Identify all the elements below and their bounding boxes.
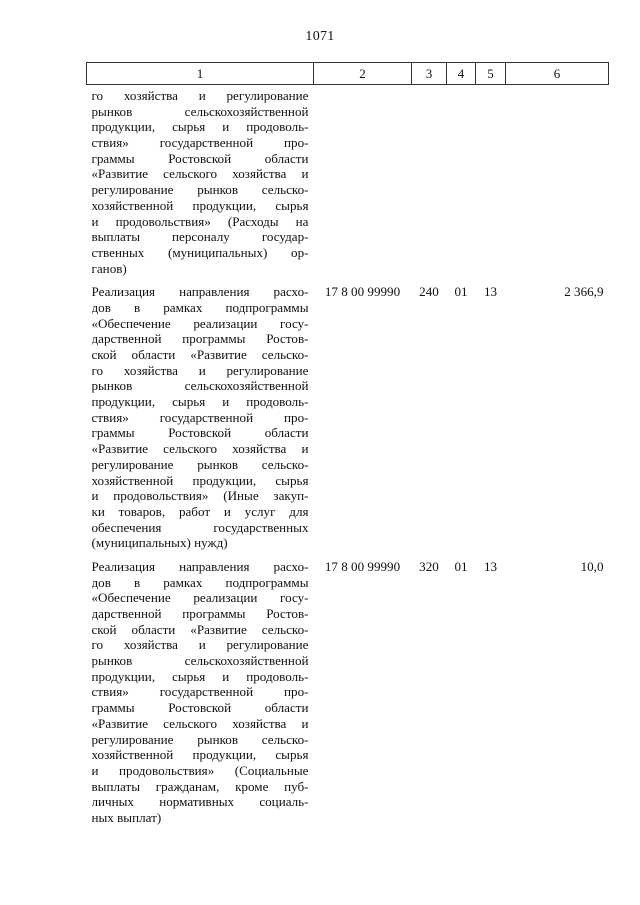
description-line: рынков сельскохозяйственной — [91, 653, 309, 669]
description-line: (муниципальных) нужд) — [91, 535, 228, 551]
description-line: ственных (муниципальных) ор- — [91, 244, 309, 260]
description-line: го хозяйства и регулирование — [91, 637, 309, 653]
description-line: и продовольствия» (Иные закуп- — [91, 488, 309, 504]
description-line: граммы Ростовской области — [91, 700, 309, 716]
header-col-4: 4 — [447, 63, 476, 85]
table-row — [87, 85, 609, 282]
description-line: «Развитие сельского хозяйства и — [91, 441, 309, 457]
row-col5: 13 — [483, 558, 498, 574]
row-description — [87, 85, 314, 282]
description-line: ской области «Развитие сельско- — [91, 621, 309, 637]
table-row — [87, 281, 609, 556]
row-col3: 320 — [419, 558, 439, 574]
description-line: ствия» государственной про- — [91, 135, 309, 151]
description-line: «Обеспечение реализации госу- — [91, 315, 309, 331]
description-line: «Обеспечение реализации госу- — [91, 590, 309, 606]
description-line: «Развитие сельского хозяйства и — [91, 166, 309, 182]
description-line: ганов) — [91, 260, 127, 276]
description-line: и продовольствия» (Расходы на — [91, 213, 309, 229]
description-line: дарственной программы Ростов- — [91, 331, 309, 347]
description-line: продукции, сырья и продоволь- — [91, 668, 309, 684]
row-col5 — [476, 85, 506, 282]
description-line: ствия» государственной про- — [91, 409, 309, 425]
row-col4: 01 — [454, 558, 468, 574]
description-line: ки товаров, работ и услуг для — [91, 503, 309, 519]
description-line: го хозяйства и регулирование — [91, 362, 309, 378]
description-line: продукции, сырья и продоволь- — [91, 394, 309, 410]
description-line: хозяйственной продукции, сырья — [91, 472, 309, 488]
row-amount: 2 366,9 — [564, 284, 604, 300]
budget-table — [86, 62, 609, 831]
description-line: граммы Ростовской области — [91, 425, 309, 441]
header-col-2: 2 — [314, 63, 412, 85]
description-line: выплаты персоналу государ- — [91, 229, 309, 245]
description-line: рынков сельскохозяйственной — [91, 378, 309, 394]
header-col-6: 6 — [506, 63, 609, 85]
row-amount: 10,0 — [580, 558, 604, 574]
row-col5: 13 — [483, 284, 498, 300]
description-line: го хозяйства и регулирование — [91, 88, 309, 103]
description-line: продукции, сырья и продоволь- — [91, 119, 309, 135]
header-col-3: 3 — [412, 63, 447, 85]
row-col3 — [412, 85, 447, 282]
description-line: дов в рамках подпрограммы — [91, 574, 309, 590]
page-number: 1071 — [305, 29, 335, 44]
description-line: ской области «Развитие сельско- — [91, 347, 309, 362]
header-col-5: 5 — [476, 63, 506, 85]
row-amount — [506, 85, 609, 282]
description-line: регулирование рынков сельско- — [91, 182, 309, 198]
description-line: «Развитие сельского хозяйства и — [91, 715, 309, 731]
row-description — [87, 556, 314, 831]
description-line: Реализация направления расхо- — [91, 558, 309, 574]
description-line: выплаты гражданам, кроме пуб- — [91, 778, 309, 794]
table-body — [87, 85, 609, 831]
row-code: 17 8 00 99990 — [324, 284, 401, 300]
header-col-1: 1 — [87, 63, 314, 85]
description-line: граммы Ростовской области — [91, 150, 309, 166]
description-line: личных нормативных социаль- — [91, 794, 309, 810]
description-line: обеспечения государственных — [91, 519, 309, 535]
description-line: регулирование рынков сельско- — [91, 731, 309, 747]
description-line: хозяйственной продукции, сырья — [91, 747, 309, 763]
description-line: ных выплат) — [91, 809, 162, 825]
description-line: ствия» государственной про- — [91, 684, 309, 700]
header-row — [87, 63, 609, 85]
table-row — [87, 556, 609, 831]
description-line: рынков сельскохозяйственной — [91, 103, 309, 119]
description-line: Реализация направления расхо- — [91, 284, 309, 300]
row-col4: 01 — [454, 284, 468, 300]
description-line: дов в рамках подпрограммы — [91, 299, 309, 315]
description-line: и продовольствия» (Социальные — [91, 762, 309, 778]
row-col3: 240 — [419, 284, 439, 300]
row-code: 17 8 00 99990 — [324, 558, 401, 574]
description-line: регулирование рынков сельско- — [91, 456, 309, 472]
row-description — [87, 281, 314, 556]
description-line: дарственной программы Ростов- — [91, 606, 309, 621]
description-line: хозяйственной продукции, сырья — [91, 197, 309, 213]
row-code — [314, 85, 412, 282]
row-col4 — [447, 85, 476, 282]
